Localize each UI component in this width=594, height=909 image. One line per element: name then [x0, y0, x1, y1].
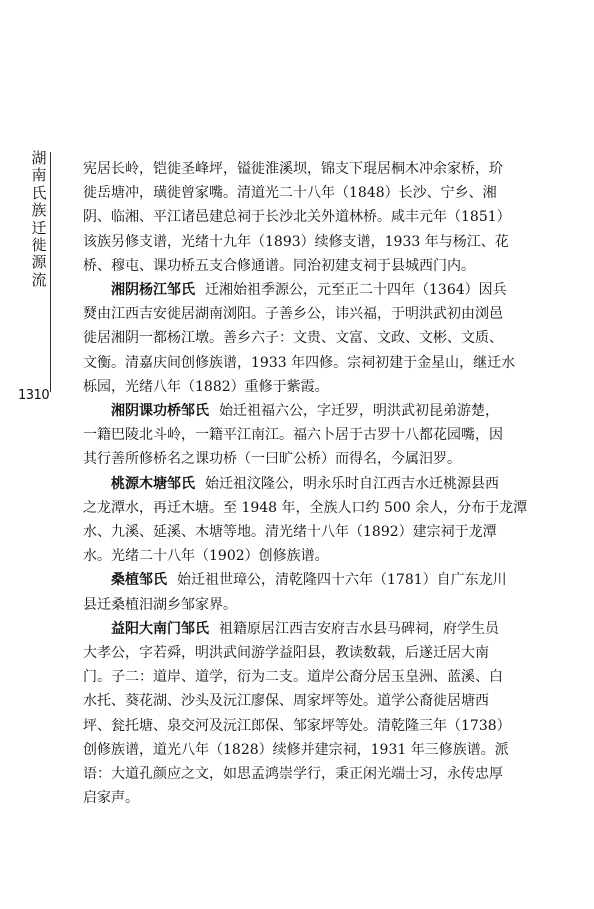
line-text: 桥、穆屯、课功桥五支合修通谱。同治初建支祠于县城西门内。 — [83, 257, 475, 274]
text-line — [83, 205, 555, 229]
line-text: 徙居湘阴一都杨江墩。善乡六子：文贵、文富、文政、文彬、文质、 — [83, 330, 503, 347]
line-text: 一籍巴陵北斗岭，一籍平江南江。福六卜居于古罗十八都花园嘴，因 — [83, 427, 503, 444]
side-title-char: 湖 — [31, 149, 47, 167]
text-line — [83, 593, 555, 617]
line-text: 创修族谱，道光八年（1828）续修并建宗祠，1931 年三修族谱。派 — [83, 741, 509, 758]
side-title-char: 族 — [31, 201, 47, 220]
line-text: 之龙潭水，再迁木塘。至 1948 年，全族人口约 500 余人，分布于龙潭 — [83, 499, 528, 516]
line-text: 其行善所修桥名之课功桥（一曰旷公桥）而得名，今属汨罗。 — [83, 451, 461, 468]
text-line — [83, 230, 555, 254]
side-title-char: 源 — [31, 253, 47, 272]
line-text: 大孝公，字若舜，明洪武间游学益阳县，教读数载，后遂迁居大南 — [83, 645, 489, 662]
line-text: 坪、瓮托塘、泉交河及沅江郎保、邹家坪等处。清乾隆三年（1738） — [83, 717, 511, 734]
line-text: 水托、葵花湖、沙头及沅江廖保、周家坪等处。道学公裔徙居塘西 — [83, 693, 489, 710]
paragraph — [83, 568, 555, 616]
line-text: 始迁祖汶隆公，明永乐时自江西吉水迁桃源县西 — [205, 475, 499, 492]
entry-heading: 桃源木塘邹氏 — [111, 475, 195, 492]
document-body — [83, 157, 555, 810]
text-line — [83, 714, 555, 738]
text-line — [83, 254, 555, 278]
line-text: 语：大道孔颜应之文，如思孟鸿崇学行，秉正闲光端士习，永传忠厚 — [83, 766, 503, 783]
side-title-char: 徙 — [31, 236, 47, 255]
entry-heading: 湘阴杨江邹氏 — [111, 282, 195, 299]
paragraph — [83, 278, 555, 399]
text-line — [83, 738, 555, 762]
text-line — [83, 302, 555, 326]
line-text: 祖籍原居江西吉安府吉水县马碑祠，府学生员 — [219, 620, 499, 637]
line-text: 水。光绪二十八年（1902）创修族谱。 — [83, 548, 329, 565]
line-text: 该族另修支谱，光绪十九年（1893）续修支谱，1933 年与杨江、花 — [83, 233, 509, 250]
text-line — [83, 665, 555, 689]
paragraph — [83, 157, 555, 278]
entry-heading: 湘阴课功桥邹氏 — [111, 403, 209, 420]
line-text: 始迁祖福六公，字迁罗，明洪武初昆弟游楚， — [219, 403, 499, 420]
text-line — [83, 399, 555, 423]
text-line — [83, 375, 555, 399]
side-title-char: 迁 — [31, 218, 47, 237]
line-text: 文衡。清嘉庆间创修族谱，1933 年四修。宗祠初建于金星山，继迁水 — [83, 354, 516, 371]
text-line — [83, 520, 555, 544]
text-line — [83, 617, 555, 641]
text-line — [83, 326, 555, 350]
paragraph — [83, 617, 555, 811]
text-line — [83, 157, 555, 181]
paragraph — [83, 399, 555, 472]
text-line — [83, 278, 555, 302]
text-line — [83, 762, 555, 786]
margin-rule — [50, 152, 51, 392]
line-text: 水、九溪、延溪、木塘等地。清光绪十八年（1892）建宗祠于龙潭 — [83, 524, 497, 541]
line-text: 栎园，光绪八年（1882）重修于紫霞。 — [83, 378, 329, 395]
line-text: 迁湘始祖季源公，元至正二十四年（1364）因兵 — [205, 282, 507, 299]
entry-heading: 益阳大南门邹氏 — [111, 620, 209, 637]
paragraph — [83, 472, 555, 569]
text-line — [83, 351, 555, 375]
line-text: 宪居长岭，铠徙圣峰坪，镒徙淮溪坝，锦支下琨居桐木冲余家桥，玠 — [83, 161, 503, 177]
page-number: 1310 — [18, 388, 50, 403]
side-title-char: 氏 — [31, 183, 47, 202]
side-title-char: 南 — [31, 166, 47, 185]
text-line — [83, 786, 555, 810]
line-text: 门。子二：道岸、道学，衍为二支。道岸公裔分居玉皇洲、蓝溪、白 — [83, 669, 503, 686]
text-line — [83, 181, 555, 205]
side-running-title — [31, 150, 47, 289]
text-line — [83, 472, 555, 496]
line-text: 启家声。 — [83, 790, 139, 807]
text-line — [83, 689, 555, 713]
text-line — [83, 544, 555, 568]
side-title-char: 流 — [31, 270, 47, 289]
line-text: 燹由江西吉安徙居湖南浏阳。子善乡公，讳兴福，于明洪武初由浏邑 — [83, 306, 503, 323]
entry-heading: 桑植邹氏 — [111, 572, 167, 589]
text-line — [83, 447, 555, 471]
line-text: 徙岳塘冲，璜徙曾家嘴。清道光二十八年（1848）长沙、宁乡、湘 — [83, 185, 497, 202]
text-line — [83, 568, 555, 592]
line-text: 始迁祖世璋公，清乾隆四十六年（1781）自广东龙川 — [177, 572, 507, 589]
text-line — [83, 641, 555, 665]
text-line — [83, 423, 555, 447]
text-line — [83, 496, 555, 520]
line-text: 县迁桑植汨湖乡邹家界。 — [83, 596, 237, 613]
line-text: 阴、临湘、平江诸邑建总祠于长沙北关外道林桥。咸丰元年（1851） — [83, 209, 511, 226]
